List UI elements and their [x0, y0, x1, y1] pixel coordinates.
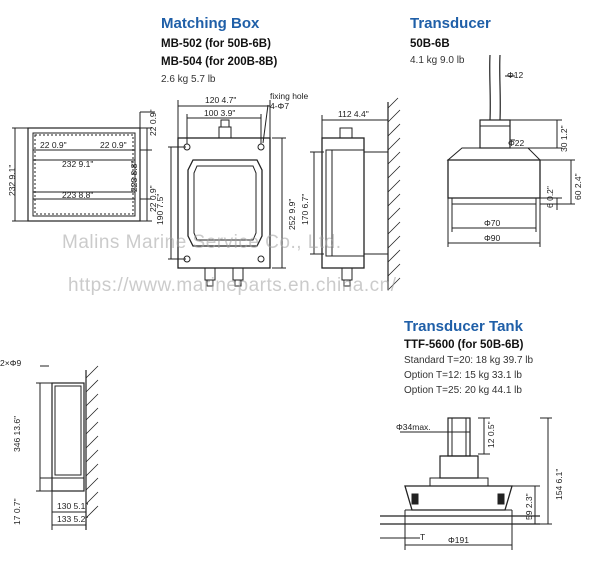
- matching-box-model-1: MB-502 (for 50B-6B): [161, 38, 271, 50]
- matching-box-title: Matching Box: [161, 15, 260, 32]
- transducer-drawing: [448, 55, 575, 247]
- matching-box-weight: 2.6 kg 5.7 lb: [161, 74, 216, 85]
- wall-hatch-2: [86, 366, 98, 518]
- dim-bl-base: 17 0.7": [12, 498, 22, 525]
- wall-hatch-1: [388, 98, 400, 290]
- fixing-hole-size: 4-Φ7: [270, 101, 290, 111]
- dim-tank-total-h: 154 6.1": [554, 468, 564, 500]
- matching-box-model-2: MB-504 (for 200B-8B): [161, 56, 278, 68]
- dim-tank-pipe: Φ34max.: [396, 422, 431, 432]
- dim-mb-side-height: 170 6.7": [300, 193, 310, 225]
- dim-td-outer: Φ90: [484, 233, 501, 243]
- dim-lu-top-b: 22 0.9": [100, 140, 127, 150]
- fixing-hole-note: fixing hole: [270, 91, 309, 101]
- dim-tank-lower-h: 59 2.3": [524, 493, 534, 520]
- dim-tank-top-h: 12 0.5": [486, 421, 496, 448]
- dim-td-cable: Φ12: [507, 70, 524, 80]
- dim-lu-right-h: 223 8.8": [129, 160, 139, 192]
- matching-box-side-drawing: [310, 102, 388, 290]
- dim-lu-inner-w: 232 9.1": [62, 159, 94, 169]
- tank-spec-option-25: Option T=25: 20 kg 44.1 lb: [404, 385, 522, 396]
- dim-lu-top-a: 22 0.9": [40, 140, 67, 150]
- dim-lu-inner-inner-w: 223 8.8": [62, 190, 94, 200]
- dim-tank-t: T: [420, 532, 426, 542]
- dim-td-neck-h: 30 1.2": [559, 125, 569, 152]
- transducer-model: 50B-6B: [410, 38, 450, 50]
- dim-mb-height-inner: 190 7.5": [155, 193, 165, 225]
- dim-bl-w-inner: 130 5.1": [57, 501, 89, 511]
- dim-bl-hole: 2×Φ9: [0, 358, 22, 368]
- dim-lu-right-b: 22 0.9": [148, 185, 158, 212]
- tank-title: Transducer Tank: [404, 318, 523, 335]
- dim-td-base-h: 6 0.2": [545, 186, 555, 208]
- dim-mb-width-outer: 120 4.7": [205, 95, 237, 105]
- dim-tank-base-dia: Φ191: [448, 535, 469, 545]
- dim-mb-width-inner: 100 3.9": [204, 108, 236, 118]
- watermark-url: https://www.marineparts.en.china.cn/: [68, 275, 397, 296]
- dim-bl-height: 346 13.6": [12, 415, 22, 452]
- transducer-weight: 4.1 kg 9.0 lb: [410, 55, 465, 66]
- dim-mb-height-outer: 252 9.9": [287, 198, 297, 230]
- dim-td-total-h: 60 2.4": [573, 173, 583, 200]
- tank-spec-standard: Standard T=20: 18 kg 39.7 lb: [404, 355, 534, 366]
- transducer-title: Transducer: [410, 15, 491, 32]
- dim-lu-right-a: 22 0.9": [148, 109, 158, 136]
- dim-bl-w-outer: 133 5.2": [57, 514, 89, 524]
- matching-box-front-drawing: [168, 100, 286, 286]
- dim-td-neck: Φ22: [508, 138, 525, 148]
- dim-td-face: Φ70: [484, 218, 501, 228]
- dim-mb-side-width: 112 4.4": [338, 109, 369, 119]
- transducer-tank-drawing: [380, 418, 552, 550]
- watermark-company: Malins Marine Service Co., Ltd.: [62, 232, 342, 253]
- tank-model: TTF-5600 (for 50B-6B): [404, 339, 524, 351]
- dim-lu-left-h: 232 9.1": [7, 164, 17, 196]
- tank-spec-option-12: Option T=12: 15 kg 33.1 lb: [404, 370, 522, 381]
